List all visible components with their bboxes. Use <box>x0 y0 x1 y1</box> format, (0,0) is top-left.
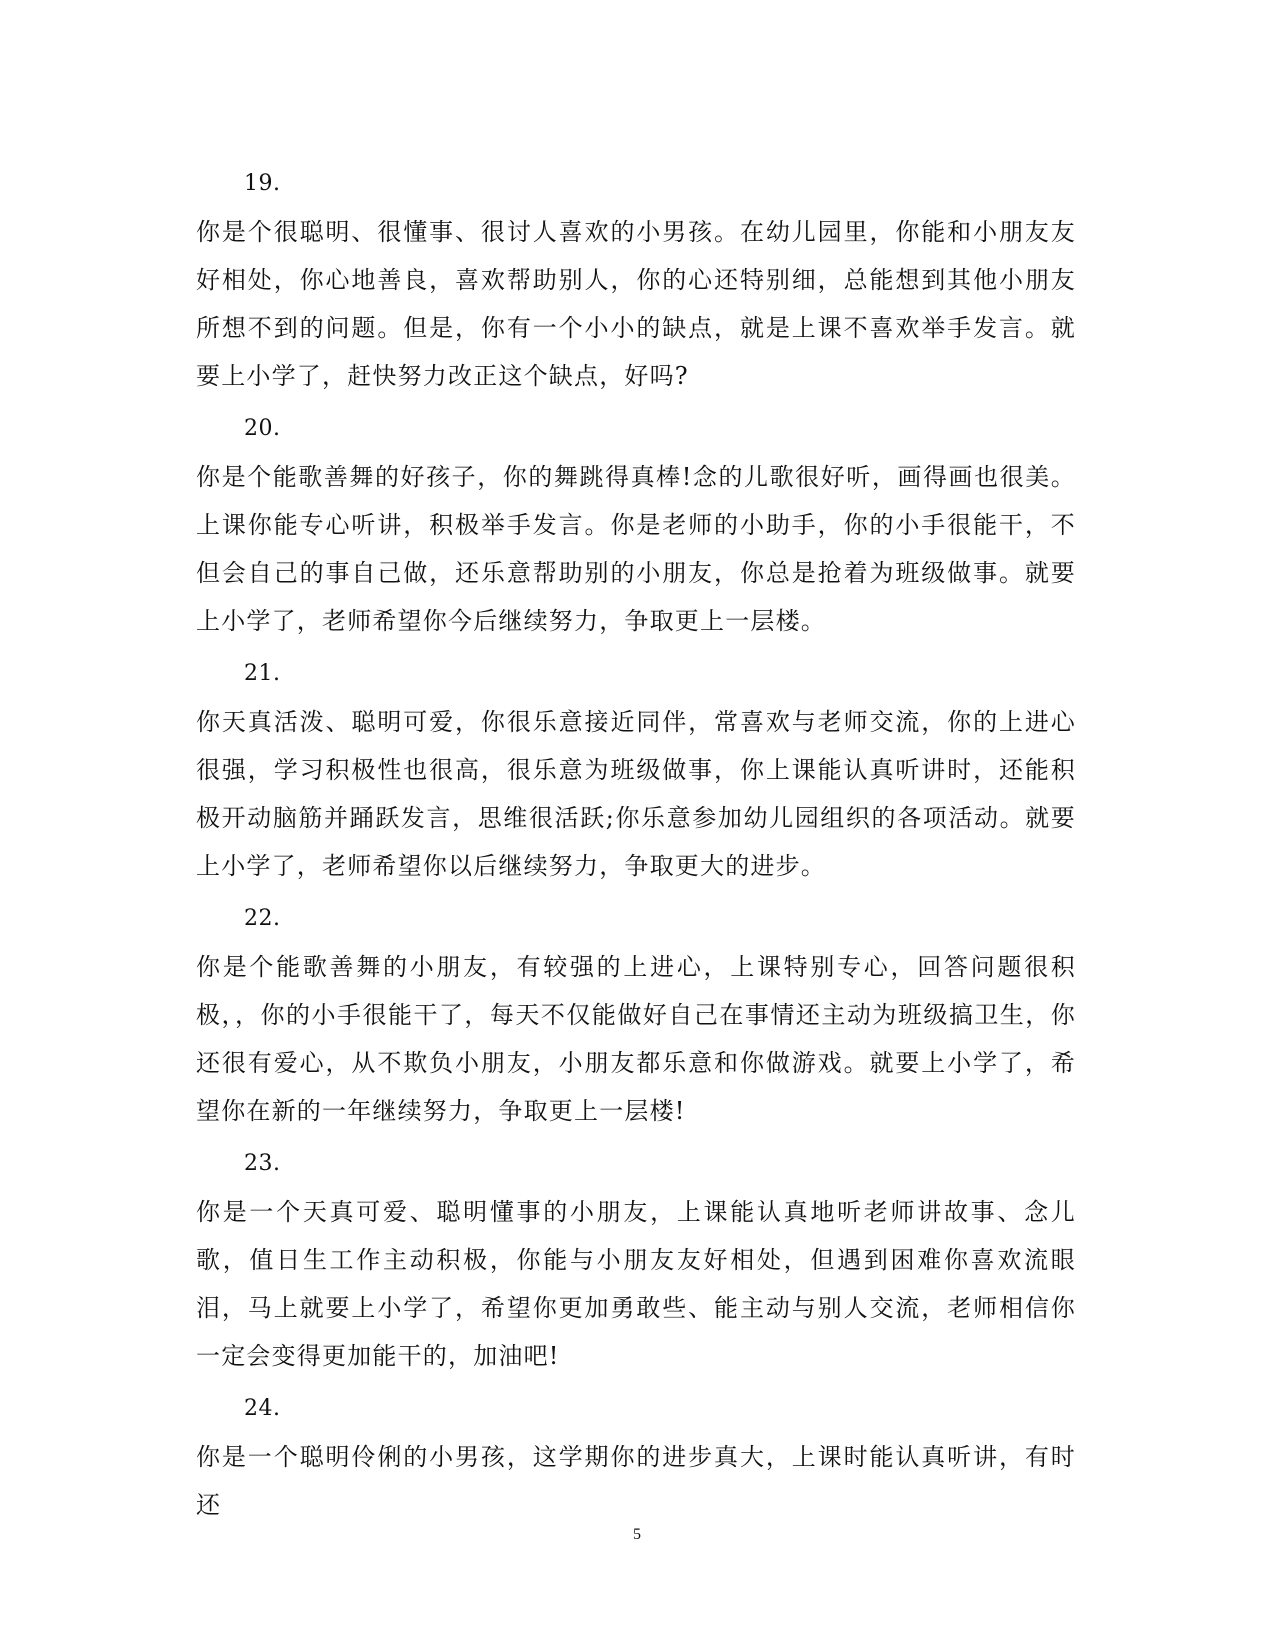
entry-number: 21. <box>244 661 281 686</box>
entry-19 <box>196 160 1076 400</box>
entry-24 <box>196 1385 1076 1529</box>
entry-text: 你天真活泼、聪明可爱，你很乐意接近同伴，常喜欢与老师交流，你的上进心很强，学习积极性也很高，很乐意为班级做事，你上课能认真听讲时，还能积极开动脑筋并踊跃发言，思维很活跃;你乐意参加幼儿园组织的各项活动。就要上小学了，老师希望你以后继续努力，争取更大的进步。 <box>196 708 1076 880</box>
entry-number: 22. <box>244 906 281 931</box>
page-number: 5 <box>633 1526 641 1543</box>
document-body <box>196 160 1076 1534</box>
entry-text: 你是个能歌善舞的小朋友，有较强的上进心，上课特别专心，回答问题很积极，，你的小手很能干了，每天不仅能做好自己在事情还主动为班级搞卫生，你还很有爱心，从不欺负小朋友，小朋友都乐意和你做游戏。就要上小学了，希望你在新的一年继续努力，争取更上一层楼! <box>196 953 1076 1125</box>
entry-text: 你是一个天真可爱、聪明懂事的小朋友，上课能认真地听老师讲故事、念儿歌，值日生工作主动积极，你能与小朋友友好相处，但遇到困难你喜欢流眼泪，马上就要上小学了，希望你更加勇敢些、能主动与别人交流，老师相信你一定会变得更加能干的，加油吧! <box>196 1198 1076 1370</box>
entry-text: 你是个能歌善舞的好孩子，你的舞跳得真棒!念的儿歌很好听，画得画也很美。上课你能专心听讲，积极举手发言。你是老师的小助手，你的小手很能干，不但会自己的事自己做，还乐意帮助别的小朋友，你总是抢着为班级做事。就要上小学了，老师希望你今后继续努力，争取更上一层楼。 <box>196 463 1076 635</box>
entry-text: 你是个很聪明、很懂事、很讨人喜欢的小男孩。在幼儿园里，你能和小朋友友好相处，你心地善良，喜欢帮助别人，你的心还特别细，总能想到其他小朋友所想不到的问题。但是，你有一个小小的缺点，就是上课不喜欢举手发言。就要上小学了，赶快努力改正这个缺点，好吗? <box>196 218 1076 390</box>
entry-number: 24. <box>244 1396 281 1421</box>
entry-21 <box>196 650 1076 890</box>
entry-number: 23. <box>244 1151 281 1176</box>
entry-number: 19. <box>244 171 281 196</box>
entry-text: 你是一个聪明伶俐的小男孩，这学期你的进步真大，上课时能认真听讲，有时还 <box>196 1443 1076 1519</box>
entry-20 <box>196 405 1076 645</box>
entry-number: 20. <box>244 416 281 441</box>
entry-23 <box>196 1140 1076 1380</box>
entry-22 <box>196 895 1076 1135</box>
